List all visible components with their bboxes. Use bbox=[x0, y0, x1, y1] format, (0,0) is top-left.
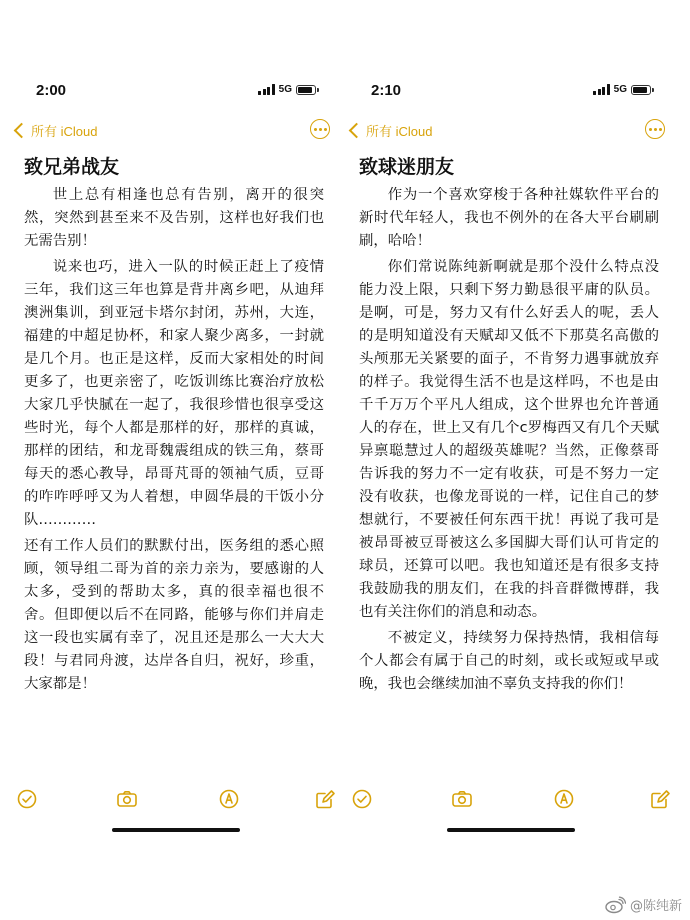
back-button[interactable] bbox=[347, 121, 432, 140]
network-type: 5G bbox=[278, 84, 292, 95]
signal-icon bbox=[258, 84, 275, 95]
weibo-logo-icon bbox=[604, 896, 626, 914]
battery-icon bbox=[296, 85, 316, 95]
note-body[interactable] bbox=[359, 184, 659, 699]
camera-button[interactable] bbox=[116, 788, 138, 810]
note-title: 致兄弟战友 bbox=[24, 156, 120, 178]
note-body[interactable] bbox=[24, 184, 324, 699]
bottom-toolbar bbox=[6, 788, 336, 812]
signal-icon bbox=[593, 84, 610, 95]
note-panel-left bbox=[6, 58, 336, 848]
checklist-button[interactable] bbox=[351, 788, 373, 810]
status-time: 2:10 bbox=[371, 82, 402, 99]
chevron-left-icon bbox=[14, 123, 30, 139]
nav-bar bbox=[6, 116, 336, 146]
note-paragraph: 作为一个喜欢穿梭于各种社媒软件平台的新时代年轻人，我也不例外的在各大平台刷刷刷，哈哈！ bbox=[359, 187, 659, 249]
markup-button[interactable] bbox=[218, 788, 240, 810]
bottom-toolbar bbox=[341, 788, 671, 812]
note-panel-right bbox=[341, 58, 671, 848]
status-bar bbox=[341, 80, 671, 104]
note-paragraph: 还有工作人员们的默默付出，医务组的悉心照顾，领导组二哥为首的亲力亲为，要感谢的人太多，受到的帮助太多，真的很幸福也很不舍。但即便以后不在同路，能够与你们并肩走这一段也实属有幸了，况且还是那么一大大大段！与君同舟渡，达岸各自归，祝好，珍重，大家都是！ bbox=[24, 538, 324, 692]
home-indicator[interactable] bbox=[112, 828, 240, 832]
markup-button[interactable] bbox=[553, 788, 575, 810]
checklist-button[interactable] bbox=[16, 788, 38, 810]
back-button[interactable] bbox=[12, 121, 97, 140]
status-time: 2:00 bbox=[36, 82, 67, 99]
camera-button[interactable] bbox=[451, 788, 473, 810]
checklist-icon bbox=[16, 788, 38, 810]
compose-icon bbox=[314, 788, 336, 810]
more-button[interactable] bbox=[645, 119, 665, 139]
weibo-watermark bbox=[604, 895, 682, 914]
watermark-text: @陈纯新 bbox=[629, 899, 682, 914]
more-icon bbox=[314, 128, 317, 131]
checklist-icon bbox=[351, 788, 373, 810]
battery-icon bbox=[631, 85, 651, 95]
compose-button[interactable] bbox=[649, 788, 671, 810]
note-paragraph: 你们常说陈纯新啊就是那个没什么特点没能力没上限，只剩下努力勤恳很平庸的队员。是啊，可是，努力又有什么好丢人的呢，丢人的是明知道没有天赋却又低不下那莫名高傲的头颅那无关紧要的面子，不肯努力遇事就放弃的样子。我觉得生活不也是这样吗，不也是由千千万万个平凡人组成，这个世界也允许普通人的存在，世上又有几个c罗梅西又有几个天赋异禀聪慧过人的超级英雄呢？当然，正像蔡哥告诉我的努力不一定有收获，可是不努力一定没有收获，也像龙哥说的一样，记住自己的梦想就行，不要被任何东西干扰！再说了我可是被昂哥被豆哥被这么多国脚大哥们认可肯定的球员，还算可以吧。我也知道还是有很多支持我鼓励我的朋友们，在我的抖音群微博群，我也有关注你们的消息和动态。 bbox=[359, 259, 659, 620]
markup-pen-icon bbox=[218, 788, 240, 810]
home-indicator[interactable] bbox=[447, 828, 575, 832]
markup-pen-icon bbox=[553, 788, 575, 810]
status-bar bbox=[6, 80, 336, 104]
note-paragraph: 说来也巧，进入一队的时候正赶上了疫情三年，我们这三年也算是背井离乡吧，从迪拜澳洲集训，到亚冠卡塔尔封闭，苏州，大连，福建的中超足协杯，和家人聚少离多，一封就是几个月。也正是这样，反而大家相处的时间更多了，也更亲密了，吃饭训练比赛治疗放松大家几乎快腻在一起了，我很珍惜也很享受这些时光，每个人都是那样的好，那样的真诚，那样的团结，和龙哥魏震组成的铁三角，蔡哥每天的悉心教导，昂哥芃哥的领袖气质，豆哥的咋咋呼呼又为人着想，申圆华晨的干饭小分队………… bbox=[24, 259, 324, 528]
compose-button[interactable] bbox=[314, 788, 336, 810]
camera-icon bbox=[116, 788, 138, 810]
status-indicators bbox=[593, 84, 651, 95]
more-icon bbox=[649, 128, 652, 131]
camera-icon bbox=[451, 788, 473, 810]
nav-bar bbox=[341, 116, 671, 146]
back-label: 所有 iCloud bbox=[366, 124, 433, 139]
note-title: 致球迷朋友 bbox=[359, 156, 455, 178]
more-button[interactable] bbox=[310, 119, 330, 139]
status-indicators bbox=[258, 84, 316, 95]
note-paragraph: 不被定义，持续努力保持热情，我相信每个人都会有属于自己的时刻，或长或短或早或晚，我也会继续加油不辜负支持我的你们！ bbox=[359, 630, 659, 692]
note-paragraph: 世上总有相逢也总有告别，离开的很突然，突然到甚至来不及告别，这样也好我们也无需告别！ bbox=[24, 187, 324, 249]
back-label: 所有 iCloud bbox=[31, 124, 98, 139]
compose-icon bbox=[649, 788, 671, 810]
chevron-left-icon bbox=[349, 123, 365, 139]
network-type: 5G bbox=[613, 84, 627, 95]
